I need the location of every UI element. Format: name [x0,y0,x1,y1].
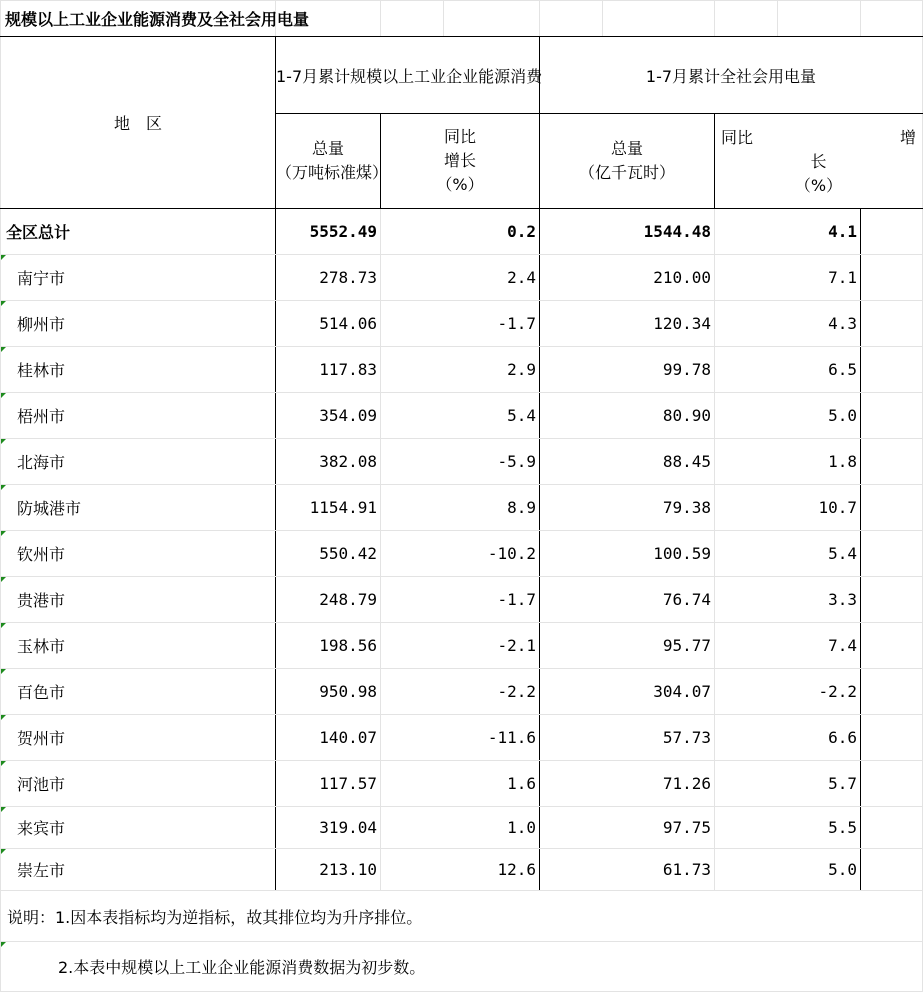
region-name-cell[interactable]: 防城港市 [1,485,276,531]
energy-cell[interactable]: 213.10 [276,849,381,891]
table-body [1,1,923,992]
power-growth-cell[interactable]: 5.0 [715,393,861,439]
table-row [1,485,923,531]
power-growth-cell[interactable]: 5.4 [715,531,861,577]
comment-marker-icon [1,669,6,674]
energy-growth-cell[interactable]: -1.7 [381,577,540,623]
region-name-cell[interactable]: 钦州市 [1,531,276,577]
energy-cell[interactable]: 950.98 [276,669,381,715]
energy-growth-cell[interactable]: 8.9 [381,485,540,531]
power-cell[interactable]: 79.38 [540,485,715,531]
power-cell[interactable]: 80.90 [540,393,715,439]
power-growth-cell[interactable]: 1.8 [715,439,861,485]
note-row [1,942,923,992]
energy-growth-cell[interactable]: 1.6 [381,761,540,807]
table-row [1,531,923,577]
comment-marker-icon [1,761,6,766]
note-row [1,891,923,942]
table-row [1,761,923,807]
energy-cell[interactable]: 1154.91 [276,485,381,531]
total-energy-growth[interactable]: 0.2 [381,209,540,255]
energy-growth-cell[interactable]: -10.2 [381,531,540,577]
comment-marker-icon [1,531,6,536]
total-label[interactable]: 全区总计 [1,209,276,255]
region-name-cell[interactable]: 百色市 [1,669,276,715]
power-cell[interactable]: 71.26 [540,761,715,807]
power-growth-cell[interactable]: 7.1 [715,255,861,301]
power-cell[interactable]: 76.74 [540,577,715,623]
comment-marker-icon [1,807,6,812]
region-name-cell[interactable]: 河池市 [1,761,276,807]
power-total-header[interactable]: 总量 （亿千瓦时） [540,114,715,209]
power-growth-header[interactable]: 同比 增 长 （%） [715,114,923,209]
title-row [1,1,923,37]
energy-total-header[interactable]: 总量 （万吨标准煤） [276,114,381,209]
note-line-2[interactable]: 2.本表中规模以上工业企业能源消费数据为初步数。 [1,942,923,992]
energy-growth-cell[interactable]: 2.9 [381,347,540,393]
region-name-cell[interactable]: 桂林市 [1,347,276,393]
table-row [1,577,923,623]
power-group-header[interactable]: 1-7月累计全社会用电量 [540,37,923,114]
region-name-cell[interactable]: 梧州市 [1,393,276,439]
region-name-cell[interactable]: 北海市 [1,439,276,485]
comment-marker-icon [1,301,6,306]
region-name-cell[interactable]: 玉林市 [1,623,276,669]
power-growth-cell[interactable]: 7.4 [715,623,861,669]
energy-cell[interactable]: 117.83 [276,347,381,393]
power-growth-cell[interactable]: 4.3 [715,301,861,347]
region-header[interactable]: 地 区 [1,37,276,209]
power-growth-cell[interactable]: 5.5 [715,807,861,849]
energy-cell[interactable]: 319.04 [276,807,381,849]
power-cell[interactable]: 304.07 [540,669,715,715]
energy-growth-cell[interactable]: -5.9 [381,439,540,485]
total-energy[interactable]: 5552.49 [276,209,381,255]
energy-growth-cell[interactable]: 2.4 [381,255,540,301]
header-row-1 [1,37,923,114]
power-cell[interactable]: 95.77 [540,623,715,669]
region-name-cell[interactable]: 柳州市 [1,301,276,347]
power-growth-cell[interactable]: 5.7 [715,761,861,807]
region-name-cell[interactable]: 贺州市 [1,715,276,761]
energy-cell[interactable]: 514.06 [276,301,381,347]
power-cell[interactable]: 57.73 [540,715,715,761]
energy-growth-cell[interactable]: -1.7 [381,301,540,347]
energy-growth-cell[interactable]: -11.6 [381,715,540,761]
power-growth-cell[interactable]: 3.3 [715,577,861,623]
power-growth-cell[interactable]: 6.5 [715,347,861,393]
total-row [1,209,923,255]
power-cell[interactable]: 88.45 [540,439,715,485]
region-name-cell[interactable]: 来宾市 [1,807,276,849]
sheet-title[interactable]: 规模以上工业企业能源消费及全社会用电量 [1,1,276,37]
comment-marker-icon [1,849,6,854]
power-cell[interactable]: 99.78 [540,347,715,393]
total-power-growth[interactable]: 4.1 [715,209,861,255]
power-cell[interactable]: 61.73 [540,849,715,891]
comment-marker-icon [1,393,6,398]
energy-cell[interactable]: 248.79 [276,577,381,623]
total-power[interactable]: 1544.48 [540,209,715,255]
comment-marker-icon [1,942,6,947]
table-row [1,347,923,393]
energy-growth-cell[interactable]: -2.1 [381,623,540,669]
power-growth-cell[interactable]: -2.2 [715,669,861,715]
energy-growth-cell[interactable]: 12.6 [381,849,540,891]
power-cell[interactable]: 97.75 [540,807,715,849]
comment-marker-icon [1,577,6,582]
table-row [1,623,923,669]
energy-cell[interactable]: 550.42 [276,531,381,577]
table-row [1,849,923,891]
power-growth-cell[interactable]: 5.0 [715,849,861,891]
table-row [1,669,923,715]
energy-growth-header[interactable]: 同比 增长 （%） [381,114,540,209]
energy-group-header[interactable]: 1-7月累计规模以上工业企业能源消费 [276,37,540,114]
table-row [1,715,923,761]
power-cell[interactable]: 210.00 [540,255,715,301]
power-cell[interactable]: 120.34 [540,301,715,347]
energy-growth-cell[interactable]: -2.2 [381,669,540,715]
energy-growth-cell[interactable]: 1.0 [381,807,540,849]
table-row [1,301,923,347]
note-line-1[interactable]: 说明：1.因本表指标均为逆指标，故其排位均为升序排位。 [1,891,923,942]
energy-growth-cell[interactable]: 5.4 [381,393,540,439]
energy-cell[interactable]: 354.09 [276,393,381,439]
table-row [1,393,923,439]
table-row [1,439,923,485]
region-name-cell[interactable]: 崇左市 [1,849,276,891]
power-growth-cell[interactable]: 10.7 [715,485,861,531]
table-row [1,807,923,849]
comment-marker-icon [1,347,6,352]
region-name-cell[interactable]: 贵港市 [1,577,276,623]
power-cell[interactable]: 100.59 [540,531,715,577]
energy-cell[interactable]: 382.08 [276,439,381,485]
table-row [1,255,923,301]
comment-marker-icon [1,715,6,720]
comment-marker-icon [1,485,6,490]
comment-marker-icon [1,439,6,444]
comment-marker-icon [1,623,6,628]
comment-marker-icon [1,255,6,260]
energy-cell[interactable]: 278.73 [276,255,381,301]
energy-cell[interactable]: 117.57 [276,761,381,807]
energy-cell[interactable]: 198.56 [276,623,381,669]
energy-cell[interactable]: 140.07 [276,715,381,761]
region-name-cell[interactable]: 南宁市 [1,255,276,301]
power-growth-cell[interactable]: 6.6 [715,715,861,761]
